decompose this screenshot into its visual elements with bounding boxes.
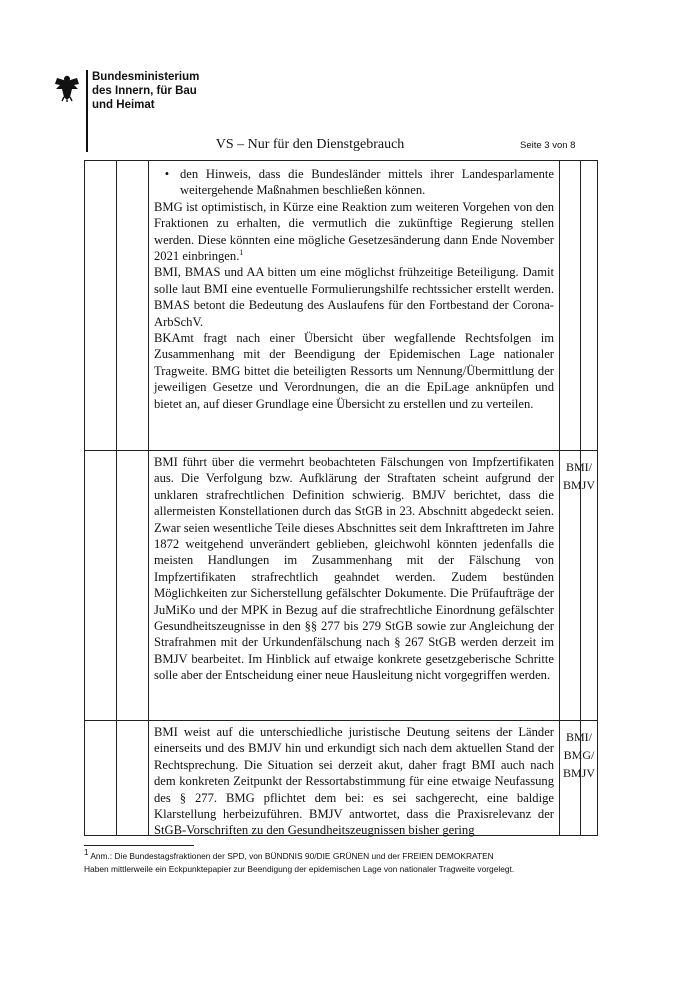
table-col-rule-0 [84,160,85,836]
ministry-line-1: Bundesministerium [92,71,200,83]
footnote-number: 1 [84,848,89,858]
federal-eagle-icon [52,72,82,102]
list-item [154,166,554,199]
responsible-label: BMG/ [563,748,595,762]
responsible-label: BMJV [562,478,595,492]
responsible-cell [560,458,598,494]
responsible-label: BMI/ [565,460,592,474]
classification-header: VS – Nur für den Dienstgebrauch [215,137,405,152]
table-row [154,454,554,684]
footnote-ref: 1 [239,247,244,257]
table-rule-row-1 [84,450,598,451]
bullet-icon: • [164,167,170,181]
footnote-text: Die Bundestagsfraktionen der SPD, von BÜNDNIS 90/DIE GRÜNEN und der FREIEN DEMOKRATEN [112,851,494,861]
footnote-line-1 [84,850,604,863]
table-row [154,166,554,412]
responsible-label: BMJV [562,766,595,780]
ministry-name [92,70,199,112]
page-number: Seite 3 von 8 [520,140,576,151]
paragraph-text: BMG ist optimistisch, in Kürze eine Reaktion zum weiteren Vorgehen von den Fraktionen zu erhalten, die vermutlich die zukünftige Regierung stellen werden. Diese könnten eine mögliche Gesetzesänderung dann Ende November 2021 einbringen. [154,199,554,264]
table-row [154,724,554,839]
paragraph: BKAmt fragt nach einer Übersicht über wegfallende Rechtsfolgen im Zusammenhang mit der Beendigung der Epidemischen Lage nationaler Tragweite. BMG bittet die beteiligten Ressorts um Nennung/Übermittlung der jeweiligen Gesetze und Verordnungen, die an die EpiLage anknüpfen und bietet an, auf dieser Grundlage eine Übersicht zu erstellen und zu verteilen. [154,331,554,411]
footnote-lead: Anm.: [88,851,113,861]
paragraph: BMI führt über die vermehrt beobachteten Fälschungen von Impfzertifikaten aus. Die Verfolgung bzw. Aufklärung der Straftaten scheint aufgrund der unklaren strafrechtlichen Definition schwierig. BMJV berichtet, dass die allermeisten Konstellationen durch das StGB in 23. Abschnitt abgedeckt seien. Zwar seien wesentliche Teile dieses Abschnittes seit dem Inkrafttreten im Jahre 1872 weitgehend unverändert geblieben, gleichwohl könnten jedenfalls die meisten Handlungen im Zusammenhang mit der Fälschung von Impfzertifikaten strafrechtlich geahndet werden. Zudem bestünden Möglichkeiten zur Sicherstellung gefälschter Dokumente. Die Prüfaufträge der JuMiKo und der MPK in Bezug auf die strafrechtliche Einordnung gefälschter Gesundheitszeugnisse in den §§ 277 bis 279 StGB sowie zur Angleichung der Strafrahmen mit der Urkundenfälschung nach § 267 StGB werden derzeit im BMJV bearbeitet. Im Hinblick auf etwaige konkrete gesetzgeberische Schritte solle aber der Entscheidung einer neue Hausleitung nicht vorgegriffen werden. [154,455,554,683]
ministry-line-2: des Innern, für Bau [92,85,197,97]
bullet-text: den Hinweis, dass die Bundesländer mittels ihrer Landesparlamente weitergehende Maßnahmen beschließen können. [180,167,554,198]
paragraph: BMI, BMAS und AA bitten um eine möglichst frühzeitige Beteiligung. Damit solle laut BMI eine eventuelle Formulierungshilfe rechtssicher erstellt werden. BMAS betont die Bedeutung des Auslaufens für den Fortbestand der Corona-ArbSchV. [154,265,554,329]
footnote [84,850,604,876]
footnote-rule [84,845,194,846]
responsible-label: BMI/ [565,730,592,744]
responsible-cell [560,728,598,782]
paragraph [154,199,554,265]
paragraph: BMI weist auf die unterschiedliche juristische Deutung seitens der Länder einerseits und des BMJV hin und erkundigt sich nach dem aktuellen Stand der Rechtsprechung. Die Situation sei derzeit akut, daher fragt BMI auch nach dem konkreten Zeitpunkt der Ressortabstimmung für eine etwaige Neufassung des § 277. BMG pflichtet dem bei: es sei sachgerecht, eine baldige Klarstellung herbeizuführen. BMJV antwortet, dass die Praxisrelevanz der StGB-Vorschriften zu den Gesundheitszeugnissen bisher gering [154,725,554,838]
table-rule-top [84,160,598,161]
table-col-rule-1 [116,160,117,836]
ministry-line-3: und Heimat [92,99,155,111]
table-col-rule-2 [148,160,149,836]
footnote-line-2: Haben mittlerweile ein Eckpunktepapier zur Beendigung der epidemischen Lage von nationaler Tragweite vorgelegt. [84,864,515,874]
minutes-table [84,160,598,836]
table-rule-row-2 [84,720,598,721]
